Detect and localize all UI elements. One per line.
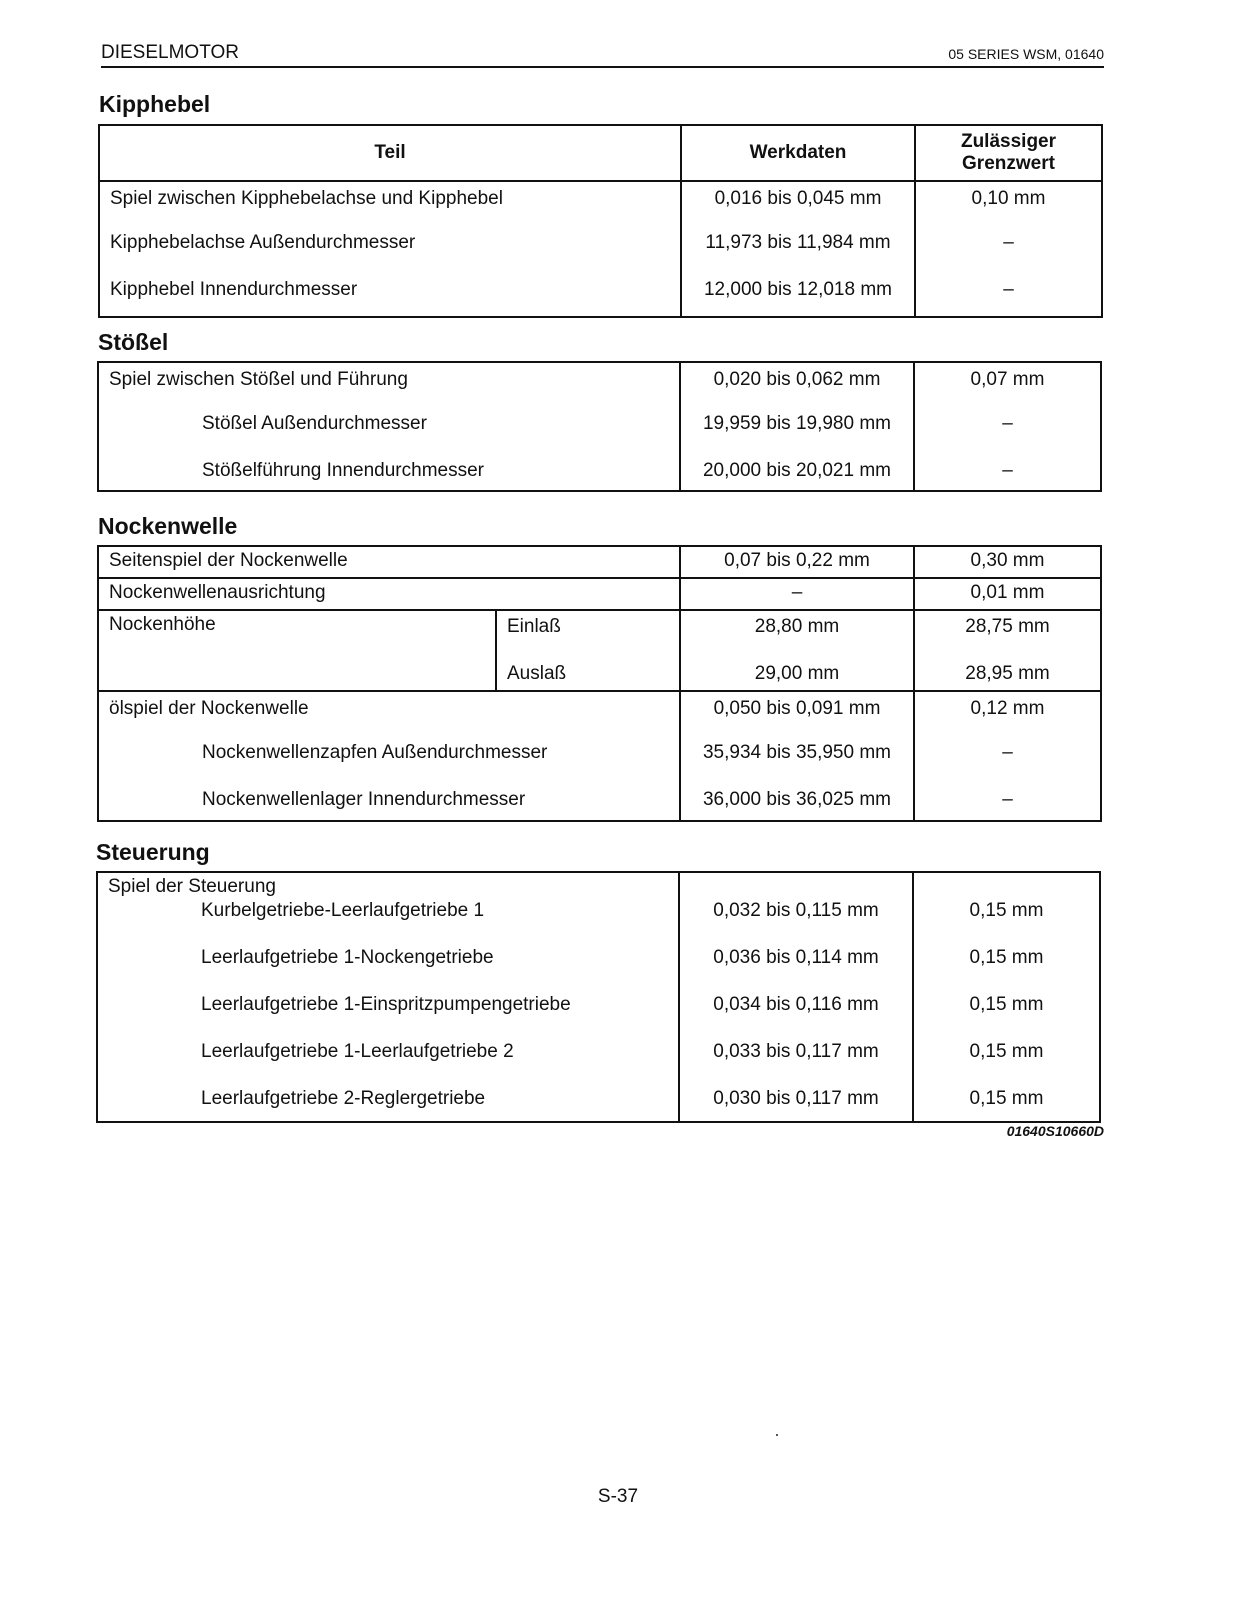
factory-cell [681, 181, 915, 317]
sub-label-cell [496, 610, 680, 691]
limit-cell [914, 610, 1101, 691]
table-nockenwelle [97, 545, 1102, 822]
limit-value: 28,95 mm [965, 663, 1050, 684]
table-row [98, 546, 1101, 578]
limit-cell [915, 181, 1102, 317]
factory-value: 29,00 mm [754, 663, 840, 684]
section-title-kipphebel: Kipphebel [99, 91, 211, 117]
factory-value: 0,036 bis 0,114 mm [713, 947, 879, 968]
part-cell: Nockenwellenausrichtung [98, 578, 680, 610]
part-text: Leerlaufgetriebe 1-Nockengetriebe [201, 947, 494, 968]
part-cell [98, 691, 680, 821]
table-row [98, 578, 1101, 610]
table-row [98, 362, 1101, 491]
part-cell: Seitenspiel der Nockenwelle [98, 546, 680, 578]
factory-value: 11,973 bis 11,984 mm [705, 232, 891, 253]
column-header-limit [915, 125, 1102, 181]
limit-value: 0,15 mm [969, 1041, 1044, 1062]
table-row [98, 691, 1101, 821]
factory-cell [680, 362, 914, 491]
section-title-stoessel: Stößel [98, 329, 169, 355]
section-title-steuerung: Steuerung [96, 839, 210, 865]
factory-value: 20,000 bis 20,021 mm [702, 460, 891, 481]
limit-cell [913, 872, 1100, 1122]
part-text: Kurbelgetriebe-Leerlaufgetriebe 1 [201, 900, 485, 921]
column-header-limit-line2: Grenzwert [962, 153, 1055, 174]
page-number: S-37 [597, 1486, 639, 1507]
factory-value: 36,000 bis 36,025 mm [702, 789, 891, 810]
steuerung-heading: Spiel der Steuerung [108, 876, 276, 897]
column-header-factory: Werkdaten [681, 125, 915, 181]
part-text: Spiel zwischen Stößel und Führung [109, 369, 408, 390]
part-text: Spiel zwischen Kipphebelachse und Kipphebel [110, 188, 503, 209]
document-code: 01640S10660D [1006, 1123, 1104, 1139]
factory-value: 0,030 bis 0,117 mm [713, 1088, 879, 1109]
page-header [101, 42, 1104, 68]
factory-value: – [680, 578, 914, 610]
factory-cell [680, 691, 914, 821]
limit-value: – [1002, 460, 1013, 481]
part-text: Nockenwellenzapfen Außendurchmesser [202, 742, 548, 763]
part-cell [99, 181, 681, 317]
table-row [97, 872, 1100, 1122]
limit-value: 0,15 mm [969, 1088, 1044, 1109]
part-text: ölspiel der Nockenwelle [109, 698, 309, 719]
factory-value: 0,032 bis 0,115 mm [713, 900, 879, 921]
limit-value: – [1002, 742, 1013, 763]
table-header-row [99, 125, 1102, 181]
limit-value: 0,15 mm [969, 994, 1044, 1015]
limit-value: 28,75 mm [965, 616, 1050, 637]
header-left: DIESELMOTOR [101, 42, 239, 63]
part-text: Kipphebel Innendurchmesser [110, 279, 358, 300]
column-header-part: Teil [99, 125, 681, 181]
limit-cell [914, 691, 1101, 821]
section-title-nockenwelle: Nockenwelle [98, 513, 238, 539]
factory-cell [680, 610, 914, 691]
table-stoessel [97, 361, 1102, 492]
part-cell [98, 362, 680, 491]
factory-value: 0,033 bis 0,117 mm [713, 1041, 879, 1062]
part-text: Stößel Außendurchmesser [202, 413, 427, 434]
limit-value: – [1002, 413, 1013, 434]
header-right: 05 SERIES WSM, 01640 [948, 46, 1104, 62]
table-row [99, 181, 1102, 317]
part-text: Kipphebelachse Außendurchmesser [110, 232, 416, 253]
factory-value: 12,000 bis 12,018 mm [703, 279, 892, 300]
limit-value: 0,10 mm [971, 188, 1046, 209]
factory-value: 0,07 bis 0,22 mm [680, 546, 914, 578]
table-row [98, 610, 1101, 691]
factory-value: 0,034 bis 0,116 mm [713, 994, 879, 1015]
column-header-limit-line1: Zulässiger [960, 131, 1057, 152]
scan-speck [776, 1434, 778, 1436]
table-kipphebel [98, 124, 1103, 318]
factory-value: 0,020 bis 0,062 mm [713, 369, 881, 390]
factory-value: 28,80 mm [754, 616, 840, 637]
factory-cell [679, 872, 913, 1122]
part-text: Leerlaufgetriebe 2-Reglergetriebe [201, 1088, 486, 1109]
limit-value: – [1003, 232, 1014, 253]
limit-value: 0,15 mm [969, 947, 1044, 968]
limit-value: 0,12 mm [970, 698, 1045, 719]
limit-value: 0,30 mm [914, 546, 1101, 578]
part-text: Stößelführung Innendurchmesser [202, 460, 484, 481]
factory-value: 0,050 bis 0,091 mm [713, 698, 881, 719]
part-text: Leerlaufgetriebe 1-Leerlaufgetriebe 2 [201, 1041, 514, 1062]
factory-value: 0,016 bis 0,045 mm [714, 188, 882, 209]
part-cell: Nockenhöhe [98, 610, 496, 691]
intake-label: Einlaß [507, 616, 561, 637]
limit-value: 0,01 mm [914, 578, 1101, 610]
factory-value: 35,934 bis 35,950 mm [702, 742, 891, 763]
limit-cell [914, 362, 1101, 491]
factory-value: 19,959 bis 19,980 mm [702, 413, 891, 434]
part-text: Nockenwellenlager Innendurchmesser [202, 789, 526, 810]
part-text: Leerlaufgetriebe 1-Einspritzpumpengetriebe [201, 994, 571, 1015]
limit-value: 0,15 mm [969, 900, 1044, 921]
limit-value: 0,07 mm [970, 369, 1045, 390]
limit-value: – [1002, 789, 1013, 810]
part-cell [97, 872, 679, 1122]
table-steuerung [96, 871, 1101, 1123]
limit-value: – [1003, 279, 1014, 300]
exhaust-label: Auslaß [507, 663, 567, 684]
